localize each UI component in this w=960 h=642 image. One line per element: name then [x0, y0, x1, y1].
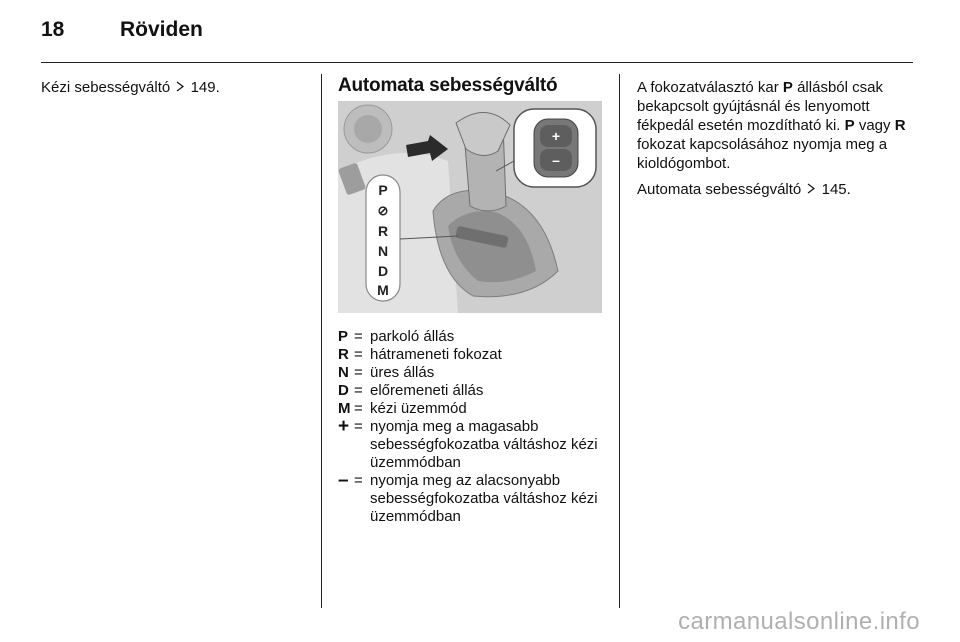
column-2 — [338, 75, 606, 526]
page-title: Röviden — [120, 18, 203, 41]
auto-gearbox-text: Automata sebességváltó — [637, 181, 802, 198]
page-ref-149: 149. — [190, 79, 220, 96]
legend-text: előremeneti állás — [370, 382, 484, 399]
watermark: carmanualsonline.info — [678, 608, 920, 635]
text-run: vagy — [854, 117, 895, 134]
legend-eq: = — [354, 418, 363, 435]
legend-eq: = — [354, 400, 363, 417]
column-divider-2 — [619, 74, 620, 608]
legend-key: M — [338, 400, 351, 417]
legend-text: kézi üzemmód — [370, 400, 467, 417]
legend-row — [338, 418, 606, 472]
bold-p: P — [782, 79, 793, 96]
header-rule — [41, 62, 913, 63]
legend-text: nyomja meg a magasabb sebességfokozatba váltáshoz kézi üzemmódban — [370, 418, 598, 471]
legend-key: N — [338, 364, 349, 381]
legend-row — [338, 472, 606, 526]
column-1 — [41, 78, 306, 97]
legend-row — [338, 400, 606, 418]
legend-eq: = — [354, 382, 363, 399]
legend-text: parkoló állás — [370, 328, 455, 345]
legend-key: R — [338, 346, 349, 363]
text-run: fokozat kapcsolásához nyomja meg a kioldógombot. — [637, 136, 888, 172]
shift-lock-paragraph — [637, 78, 917, 173]
legend-row — [338, 346, 606, 364]
gate-label-d: D — [377, 263, 389, 279]
page-header — [41, 18, 203, 42]
section-title: Automata sebességváltó — [338, 75, 558, 96]
inset-plus-label: + — [551, 128, 561, 144]
bold-r: R — [894, 117, 906, 134]
text-run: A fokozatválasztó kar — [637, 79, 783, 96]
column-divider-1 — [321, 74, 322, 608]
legend-key: P — [338, 328, 349, 345]
page-ref-145: 145. — [821, 181, 851, 198]
page-number: 18 — [41, 18, 65, 41]
legend-row — [338, 364, 606, 382]
gate-label-p: P — [378, 182, 388, 198]
minus-icon: – — [338, 470, 349, 491]
gate-label-n: N — [377, 243, 389, 259]
legend-eq: = — [354, 472, 363, 489]
gear-legend — [338, 328, 606, 526]
gate-label-r: R — [377, 223, 389, 239]
gear-selector-illustration — [338, 101, 602, 313]
legend-row — [338, 382, 606, 400]
bold-p: P — [844, 117, 855, 134]
auto-gearbox-ref — [637, 180, 917, 199]
legend-key: D — [338, 382, 349, 399]
legend-eq: = — [354, 328, 363, 345]
legend-eq: = — [354, 346, 363, 363]
gate-label-lock: ⊘ — [377, 203, 389, 218]
legend-text: hátrameneti fokozat — [370, 346, 502, 363]
legend-eq: = — [354, 364, 363, 381]
legend-row — [338, 328, 606, 346]
column-3 — [637, 78, 917, 206]
page-ref-arrow-icon — [807, 180, 815, 199]
legend-text: nyomja meg az alacsonyabb sebességfokozatba váltáshoz kézi üzemmódban — [370, 472, 598, 525]
text-run: állásból csak bekapcsolt gyújtásnál és lenyomott fékpedál esetén mozdítható ki. — [637, 79, 883, 134]
inset-minus-label: – — [552, 152, 560, 168]
legend-text: üres állás — [370, 364, 435, 381]
manual-gearbox-text: Kézi sebességváltó — [41, 79, 171, 96]
gate-label-m: M — [377, 282, 389, 298]
plus-icon: + — [338, 416, 350, 437]
page-ref-arrow-icon — [176, 78, 184, 97]
